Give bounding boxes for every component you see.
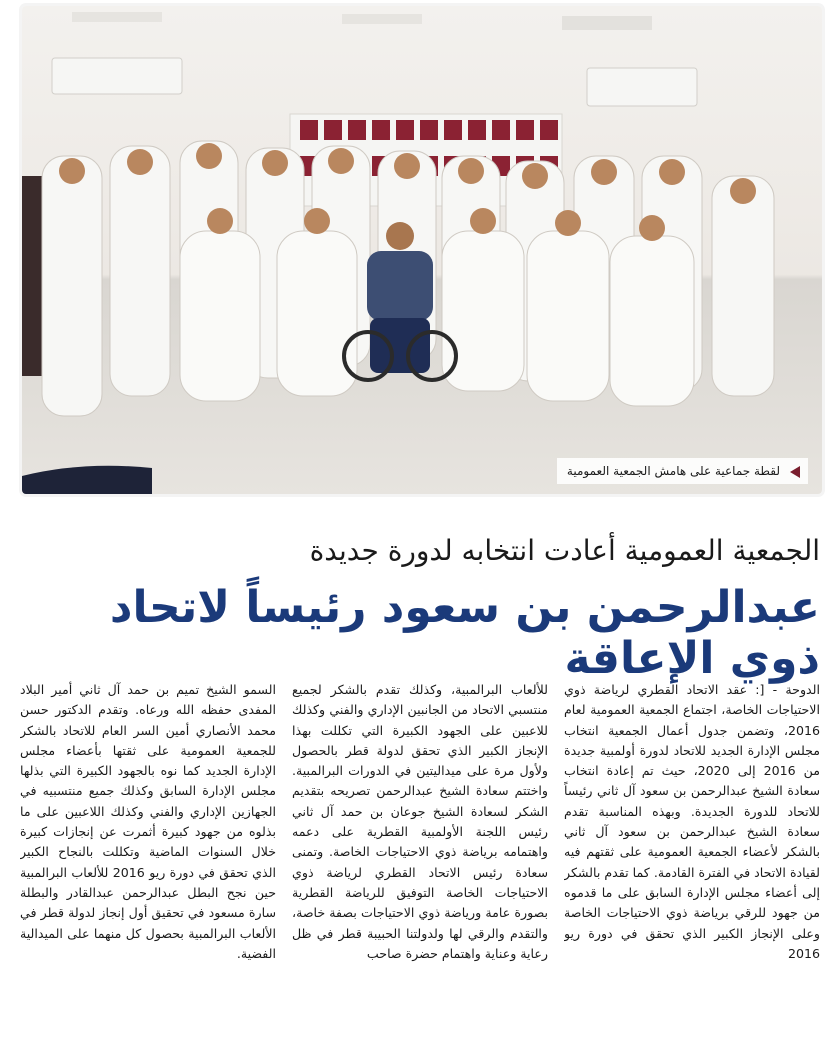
ceiling-light xyxy=(342,14,422,24)
article-column-2 xyxy=(292,680,548,1055)
photo-caption xyxy=(557,458,808,484)
group-photo-illustration xyxy=(22,6,822,494)
group-photo xyxy=(22,6,822,494)
article-paragraph: السمو الشيخ تميم بن حمد آل ثاني أمير البلاد المفدى حفظه الله ورعاه. وتقدم الدكتور حسن محمد الأنصاري أمين السر العام للاتحاد بالشكر للجمعية العمومية على ثقتها بأعضاء مجلس الإدارة الجديد كما نوه بالجهود الكبيرة التي بذلها مجلس الإدارة السابق وكذلك جميع منتسبيه في الجهازين الإداري والفني وكذلك اللاعبين على ما بذلوه من جهود كبيرة أثمرت عن إنجازات كبيرة خلال السنوات الماضية وتكللت بالنجاح الكبير الذي تحقق في دورة ريو 2016 للألعاب البرالمبية حين نجح البطل عبدالرحمن عبدالقادر والبطلة سارة مسعود في تحقيق أول إنجاز لدولة قطر في الألعاب البرالمبية بحصول كل منهما على الميدالية الفضية. xyxy=(20,682,276,961)
photo-caption-text: لقطة جماعية على هامش الجمعية العمومية xyxy=(566,464,780,478)
article-column-1 xyxy=(564,680,820,1055)
ceiling-light xyxy=(72,12,162,22)
ceiling-light xyxy=(562,16,652,30)
air-conditioner xyxy=(587,68,697,106)
article-column-3 xyxy=(20,680,276,1055)
article-subtitle: الجمعية العمومية أعادت انتخابه لدورة جديدة xyxy=(309,534,820,567)
article-headline: عبدالرحمن بن سعود رئيساً لاتحاد ذوي الإعاقة xyxy=(109,582,820,684)
air-conditioner xyxy=(52,58,182,94)
article-paragraph: للألعاب البرالمبية، وكذلك تقدم بالشكر لجميع منتسبي الاتحاد من الجانبين الإداري والفني وكذلك للاعبين على الجهود الكبيرة التي تكللت بهذا الإنجاز الكبير الذي تحقق لدولة قطر بالحصول ولأول مرة على ميداليتين في الدورات البرالمبية. واختتم سعادة الشيخ عبدالرحمن تصريحه بتقديم الشكر لسعادة الشيخ جوعان بن حمد آل ثاني رئيس اللجنة الأولمبية القطرية على دعمه واهتمامه برياضة ذوي الاحتياجات الخاصة. وتمنى سعادة رئيس الاتحاد القطري لرياضة ذوي الاحتياجات الخاصة التوفيق للرياضة القطرية بصورة عامة ورياضة ذوي الاحتياجات بصفة خاصة، والتقدم والرقي لها ولدولتنا الحبيبة قطر في ظل رعاية وعناية واهتمام حضرة صاحب xyxy=(292,682,548,961)
article-paragraph: الدوحة - [: عقد الاتحاد القطري لرياضة ذوي الاحتياجات الخاصة، اجتماع الجمعية العمومية لعام 2016، وتضمن جدول أعمال الجمعية انتخاب مجلس الإدارة الجديد للاتحاد لدورة أولمبية جديدة من 2016 إلى 2020، حيث تم إعادة انتخاب سعادة الشيخ عبدالرحمن بن سعود آل ثاني رئيساً للاتحاد للدورة الجديدة. وبهذه المناسبة تقدم سعادة الشيخ عبدالرحمن بن سعود آل ثاني بالشكر لأعضاء الجمعية العمومية على ثقتهم فيه لقيادة الاتحاد في الفترة القادمة. كما تقدم بالشكر إلى أعضاء مجلس الإدارة السابق على ما قدموه من جهود للرقي برياضة ذوي الاحتياجات الخاصة وعلى الإنجاز الكبير الذي تحقق في دورة ريو 2016 xyxy=(564,682,820,961)
group-photo-frame xyxy=(22,6,822,494)
chair-corner xyxy=(22,466,152,494)
caption-arrow-icon xyxy=(790,466,800,478)
article-body xyxy=(20,680,820,1055)
